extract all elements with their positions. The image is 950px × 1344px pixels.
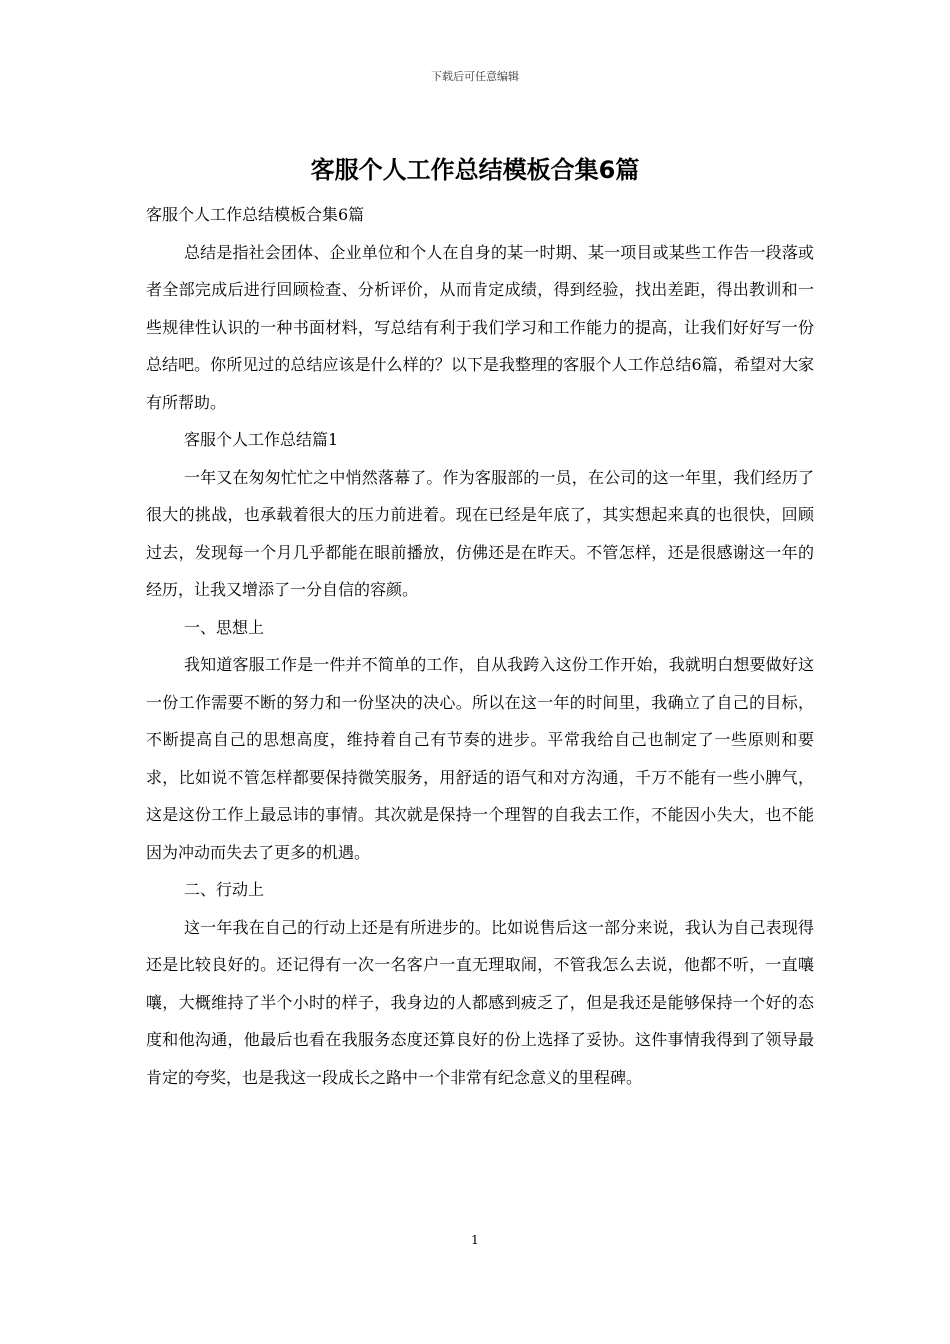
document-body (146, 196, 814, 1096)
body-paragraph: 我知道客服工作是一件并不简单的工作，自从我跨入这份工作开始，我就明白想要做好这一份工作需要不断的努力和一份坚决的决心。所以在这一年的时间里，我确立了自己的目标，不断提高自己的思想高度，维持着自己有节奏的进步。平常我给自己也制定了一些原则和要求，比如说不管怎样都要保持微笑服务，用舒适的语气和对方沟通，千万不能有一些小脾气，这是这份工作上最忌讳的事情。其次就是保持一个理智的自我去工作，不能因小失大，也不能因为冲动而失去了更多的机遇。 (146, 655, 814, 862)
body-paragraph: 一年又在匆匆忙忙之中悄然落幕了。作为客服部的一员，在公司的这一年里，我们经历了很大的挑战，也承载着很大的压力前进着。现在已经是年底了，其实想起来真的也很快，回顾过去，发现每一个月几乎都能在眼前播放，仿佛还是在昨天。不管怎样，还是很感谢这一年的经历，让我又增添了一分自信的容颜。 (146, 467, 814, 599)
subsection-heading-thought: 一、思想上 (184, 617, 265, 637)
page-number: 1 (471, 1233, 479, 1247)
subsection-heading-action: 二、行动上 (184, 880, 265, 899)
document-title: 客服个人工作总结模板合集6篇 (310, 156, 640, 184)
document-subtitle: 客服个人工作总结模板合集6篇 (146, 205, 365, 224)
section-heading: 客服个人工作总结篇1 (184, 430, 339, 449)
intro-paragraph: 总结是指社会团体、企业单位和个人在自身的某一时期、某一项目或某些工作告一段落或者全部完成后进行回顾检查、分析评价，从而肯定成绩，得到经验，找出差距，得出教训和一些规律性认识的一种书面材料，写总结有利于我们学习和工作能力的提高，让我们好好写一份总结吧。你所见过的总结应该是什么样的？以下是我整理的客服个人工作总结6篇，希望对大家有所帮助。 (146, 242, 814, 412)
header-note: 下载后可任意编辑 (431, 70, 519, 83)
body-paragraph: 这一年我在自己的行动上还是有所进步的。比如说售后这一部分来说，我认为自己表现得还是比较良好的。还记得有一次一名客户一直无理取闹，不管我怎么去说，他都不听，一直嚷嚷，大概维持了半个小时的样子，我身边的人都感到疲乏了，但是我还是能够保持一个好的态度和他沟通，他最后也看在我服务态度还算良好的份上选择了妥协。这件事情我得到了领导最肯定的夸奖，也是我这一段成长之路中一个非常有纪念意义的里程碑。 (146, 917, 814, 1087)
